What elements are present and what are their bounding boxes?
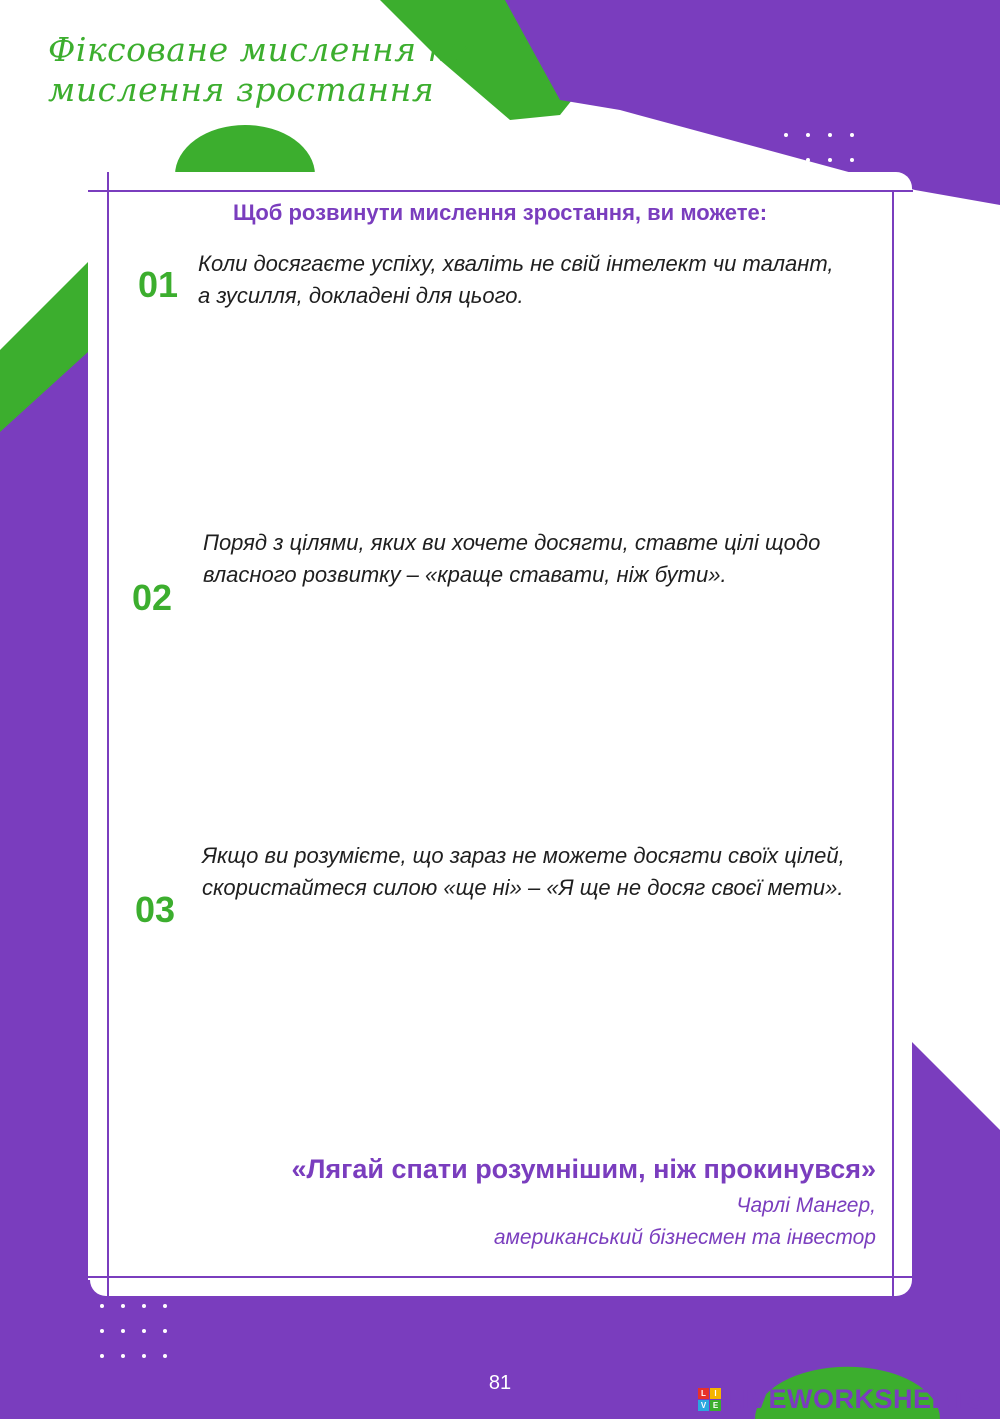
dot	[806, 133, 810, 137]
dot	[784, 158, 788, 162]
quote-text: «Лягай спати розумнішим, ніж прокинувся»	[291, 1154, 876, 1184]
dot	[850, 133, 854, 137]
item-text-2: Поряд з цілями, яких ви хочете досягти, ставте цілі щодо власного розвитку – «краще ставати, ніж бути».	[203, 530, 821, 587]
dot	[100, 1354, 104, 1358]
dot	[828, 158, 832, 162]
dot	[121, 1304, 125, 1308]
dot	[100, 1304, 104, 1308]
green-half-circle-top	[175, 125, 315, 175]
dot	[784, 133, 788, 137]
logo-letter: E	[710, 1400, 721, 1411]
liveworksheets-text: LIVEWORKSHEETS	[725, 1383, 986, 1414]
frame-line-bottom	[88, 1276, 913, 1278]
content-card	[90, 172, 912, 1296]
logo-letter: V	[698, 1400, 709, 1411]
page-number: 81	[488, 1372, 512, 1394]
dot	[163, 1354, 167, 1358]
logo-letter: L	[698, 1388, 709, 1399]
page-title: Фіксоване мислення та мислення зростання	[48, 30, 480, 109]
logo-letter: I	[710, 1388, 721, 1399]
item-number-2: 02	[132, 577, 173, 618]
dot	[142, 1329, 146, 1333]
dot	[806, 158, 810, 162]
quote-author-role: американський бізнесмен та інвестор	[493, 1226, 876, 1249]
item-text-1: Коли досягаєте успіху, хваліть не свій інтелект чи талант, а зусилля, докладені для цього.	[198, 251, 834, 308]
dot	[121, 1329, 125, 1333]
dot	[121, 1354, 125, 1358]
dot	[163, 1329, 167, 1333]
dot	[142, 1354, 146, 1358]
dot	[828, 133, 832, 137]
dot	[142, 1304, 146, 1308]
item-number-3: 03	[135, 889, 176, 930]
frame-line-top	[88, 190, 913, 192]
liveworksheets-logo-icon	[698, 1388, 721, 1411]
card-heading: Щоб розвинути мислення зростання, ви можете:	[232, 200, 768, 225]
frame-line-left	[107, 172, 109, 1296]
item-text-3: Якщо ви розумієте, що зараз не можете досягти своїх цілей, скористайтеся силою «ще ні» – «Я ще не досяг своєї мети».	[202, 843, 845, 900]
dots-decoration-bottom	[100, 1304, 184, 1379]
quote-author-name: Чарлі Мангер,	[736, 1194, 876, 1217]
item-number-1: 01	[138, 264, 179, 305]
dot	[100, 1329, 104, 1333]
liveworksheets-watermark[interactable]	[698, 1382, 986, 1416]
purple-left-shape	[0, 352, 88, 1290]
purple-right-triangle	[912, 1042, 1000, 1290]
frame-line-right	[892, 190, 894, 1296]
dot	[163, 1304, 167, 1308]
dot	[850, 158, 854, 162]
